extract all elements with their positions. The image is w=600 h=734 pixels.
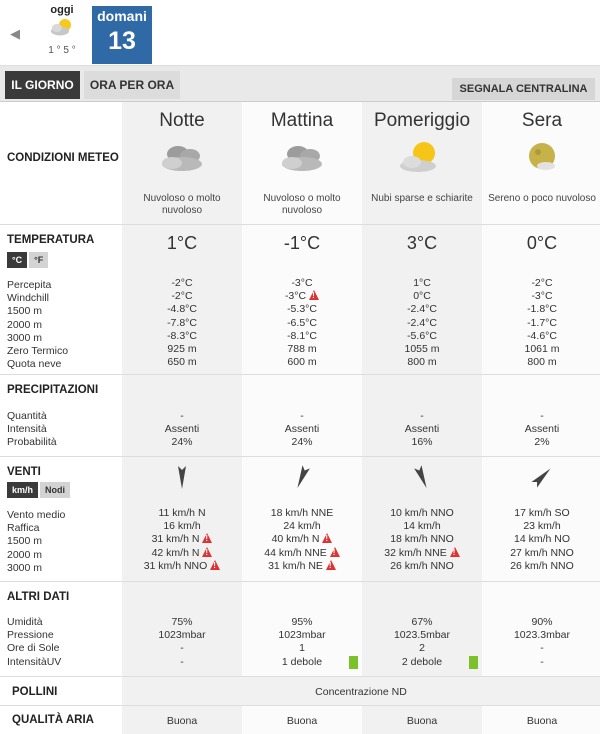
celsius-button[interactable]: °C xyxy=(7,252,27,268)
label-quota-neve: Quota neve xyxy=(7,358,62,371)
warning-icon xyxy=(202,547,212,557)
wind-cell-notte xyxy=(122,464,242,573)
period-name: Pomeriggio xyxy=(373,110,471,131)
wind-direction-arrow-icon xyxy=(170,464,194,490)
forecast-grid xyxy=(0,102,600,734)
windchill-value: -3°C xyxy=(284,290,307,303)
label-ore-sole: Ore di Sole xyxy=(7,642,60,655)
windchill-value: 0°C xyxy=(413,290,431,303)
wind-1500-cell xyxy=(122,533,242,546)
other-data-row xyxy=(0,582,600,677)
sun-hours-value: 1 xyxy=(299,642,305,655)
partly-sunny-icon xyxy=(394,138,450,178)
sun-hours-value: - xyxy=(180,642,184,655)
probability-value: 2% xyxy=(534,436,550,449)
kmh-button[interactable]: km/h xyxy=(7,482,38,498)
wind-avg-value: 11 km/h N xyxy=(158,507,206,519)
precipitation-label: PRECIPITAZIONI xyxy=(7,384,99,396)
gust-value: 24 km/h xyxy=(283,520,321,533)
label-percepita: Percepita xyxy=(7,279,52,291)
snow-level-value: 600 m xyxy=(287,356,317,369)
gust-value: 14 km/h xyxy=(403,520,441,533)
sun-hours-value: - xyxy=(540,642,544,655)
period-name: Notte xyxy=(159,110,205,131)
t2000-value: -2.4°C xyxy=(407,316,437,329)
wind-3000-value: 26 km/h NNO xyxy=(510,559,574,572)
windchill-value: -2°C xyxy=(171,290,193,303)
tab-day[interactable]: IL GIORNO xyxy=(5,71,80,99)
intensity-value: Assenti xyxy=(284,423,320,436)
condition-desc-line2: nuvoloso xyxy=(161,205,203,216)
uv-value: - xyxy=(180,655,184,668)
label-intensita-uv: IntensitàUV xyxy=(7,655,62,668)
wind-direction-arrow-icon xyxy=(290,464,314,490)
wind-2000-cell xyxy=(242,547,362,560)
cloudy-icon xyxy=(154,138,210,178)
condition-desc-line2: nuvoloso xyxy=(281,205,323,216)
air-quality-value: Buona xyxy=(526,715,558,727)
perceived-value: -2°C xyxy=(171,277,193,289)
wind-avg-value: 17 km/h SO xyxy=(514,507,570,519)
humidity-value: 67% xyxy=(411,616,433,628)
other-cell-notte xyxy=(122,616,242,669)
t2000-value: -1.7°C xyxy=(527,316,557,329)
snow-level-value: 800 m xyxy=(407,356,437,369)
label-pressione: Pressione xyxy=(7,629,54,642)
warning-icon xyxy=(330,547,340,557)
windchill-value: -3°C xyxy=(531,290,553,303)
quantity-value: - xyxy=(300,410,304,422)
warning-icon xyxy=(326,560,336,570)
wind-row xyxy=(0,457,600,582)
t1500-value: -2.4°C xyxy=(407,303,437,316)
warning-icon xyxy=(210,560,220,570)
wind-avg-value: 18 km/h NNE xyxy=(270,507,334,519)
intensity-value: Assenti xyxy=(164,423,200,436)
freezing-level-value: 788 m xyxy=(287,343,317,356)
uv-level-indicator xyxy=(469,656,478,669)
other-cell-sera xyxy=(482,616,600,669)
probability-value: 24% xyxy=(291,436,313,449)
day-selector xyxy=(0,0,600,66)
label-zero-termico: Zero Termico xyxy=(7,345,69,358)
uv-value: 1 debole xyxy=(281,655,323,668)
day-selected-number: 13 xyxy=(108,27,136,55)
precip-cell-pomeriggio xyxy=(362,410,482,450)
t1500-value: -1.8°C xyxy=(527,303,557,316)
wind-3000-value: 31 km/h NNO xyxy=(143,559,208,572)
snow-level-value: 650 m xyxy=(167,356,197,369)
air-quality-label: QUALITÀ ARIA xyxy=(12,714,94,726)
t1500-value: -4.8°C xyxy=(167,303,197,316)
fahrenheit-button[interactable]: °F xyxy=(29,252,48,268)
precipitation-row xyxy=(0,375,600,457)
prev-day-arrow-icon[interactable]: ◀ xyxy=(10,26,20,41)
quantity-value: - xyxy=(420,410,424,422)
t3000-value: -8.1°C xyxy=(287,329,317,342)
humidity-value: 90% xyxy=(531,616,553,628)
wind-2000-value: 27 km/h NNO xyxy=(510,546,574,559)
other-data-label: ALTRI DATI xyxy=(7,591,70,603)
label-probabilita: Probabilità xyxy=(7,436,57,449)
pressure-value: 1023mbar xyxy=(158,629,206,642)
wind-2000-cell xyxy=(122,547,242,560)
wind-direction-arrow-icon xyxy=(530,464,554,490)
temperature-value: -1°C xyxy=(283,233,321,253)
wind-2000-value: 44 km/h NNE xyxy=(264,546,327,559)
freezing-level-value: 925 m xyxy=(167,343,197,356)
period-pomeriggio xyxy=(362,110,482,205)
precip-cell-sera xyxy=(482,410,600,450)
temperature-label: TEMPERATURA xyxy=(7,234,95,246)
wind-row-labels xyxy=(7,509,65,575)
label-quantita: Quantità xyxy=(7,410,47,422)
wind-direction-arrow-icon xyxy=(410,464,434,490)
conditions-label: CONDIZIONI METEO xyxy=(7,152,119,164)
temp-cell-notte xyxy=(122,233,242,369)
wind-1500-value: 31 km/h N xyxy=(151,533,200,546)
pollen-label: POLLINI xyxy=(12,686,58,698)
knots-button[interactable]: Nodi xyxy=(40,482,70,498)
period-name: Sera xyxy=(521,110,563,131)
wind-label: VENTI xyxy=(7,466,41,478)
air-quality-value: Buona xyxy=(166,715,198,727)
temperature-value: 0°C xyxy=(526,233,558,253)
label-intensita: Intensità xyxy=(7,423,47,436)
warning-icon xyxy=(450,547,460,557)
warning-icon xyxy=(322,533,332,543)
wind-3000-cell xyxy=(122,560,242,573)
other-cell-pomeriggio xyxy=(362,616,482,669)
tab-hourly[interactable]: ORA PER ORA xyxy=(84,71,180,99)
temperature-value: 3°C xyxy=(406,233,438,253)
quantity-value: - xyxy=(540,410,544,422)
perceived-value: -3°C xyxy=(291,277,313,289)
precip-cell-mattina xyxy=(242,410,362,450)
temperature-row xyxy=(0,225,600,375)
uv-level-indicator xyxy=(349,656,358,669)
wind-1500-cell xyxy=(242,533,362,546)
t2000-value: -6.5°C xyxy=(287,316,317,329)
label-3000m: 3000 m xyxy=(7,331,43,344)
period-notte xyxy=(122,110,242,217)
perceived-value: -2°C xyxy=(531,277,553,289)
moon-cloud-icon xyxy=(514,138,570,178)
intensity-value: Assenti xyxy=(524,423,560,436)
period-name: Mattina xyxy=(270,110,334,131)
snow-level-value: 800 m xyxy=(527,356,557,369)
probability-value: 24% xyxy=(171,436,193,449)
pressure-value: 1023mbar xyxy=(278,629,326,642)
wind-2000-cell xyxy=(362,547,482,560)
humidity-value: 95% xyxy=(291,616,313,628)
t3000-value: -4.6°C xyxy=(527,329,557,342)
wind-cell-mattina xyxy=(242,464,362,573)
report-station-button[interactable]: SEGNALA CENTRALINA xyxy=(452,78,595,100)
cloudy-icon xyxy=(274,138,330,178)
temperature-unit-toggle xyxy=(7,250,50,268)
label-raffica: Raffica xyxy=(7,522,40,535)
wind-1500-value: 40 km/h N xyxy=(271,533,320,546)
condition-desc-line1: Sereno o poco nuvoloso xyxy=(488,193,596,204)
wind-3000-cell xyxy=(242,560,362,573)
period-sera xyxy=(482,110,600,205)
probability-value: 16% xyxy=(411,436,433,449)
label-windchill: Windchill xyxy=(7,292,50,305)
temp-cell-sera xyxy=(482,233,600,369)
day-today-temps: 1 ° 5 ° xyxy=(48,45,76,56)
pressure-value: 1023.5mbar xyxy=(393,629,451,642)
temp-cell-pomeriggio xyxy=(362,233,482,369)
label-3000m: 3000 m xyxy=(7,561,43,574)
wind-1500-value: 18 km/h NNO xyxy=(390,533,454,546)
wind-unit-toggle xyxy=(7,480,72,498)
label-1500m: 1500 m xyxy=(7,305,43,318)
wind-2000-value: 32 km/h NNE xyxy=(384,546,447,559)
windchill-cell xyxy=(242,290,362,303)
t2000-value: -7.8°C xyxy=(167,316,197,329)
label-2000m: 2000 m xyxy=(7,548,43,561)
condition-desc-line1: Nuvoloso o molto xyxy=(263,193,341,204)
partly-cloudy-icon xyxy=(47,16,77,38)
wind-3000-value: 31 km/h NE xyxy=(268,559,323,572)
temperature-row-labels xyxy=(7,279,68,371)
wind-avg-value: 10 km/h NNO xyxy=(390,507,454,519)
day-selected-label: domani xyxy=(97,8,147,24)
label-2000m: 2000 m xyxy=(7,318,43,331)
perceived-value: 1°C xyxy=(413,277,431,289)
label-vento-medio: Vento medio xyxy=(7,509,66,521)
pollen-value: Concentrazione ND xyxy=(315,686,407,698)
freezing-level-value: 1055 m xyxy=(404,343,440,356)
temperature-value: 1°C xyxy=(166,233,198,253)
quantity-value: - xyxy=(180,410,184,422)
condition-desc-line1: Nuvoloso o molto xyxy=(143,193,221,204)
day-selected[interactable] xyxy=(92,6,152,64)
t3000-value: -8.3°C xyxy=(167,329,197,342)
other-data-row-labels xyxy=(7,616,61,669)
uv-value: 2 debole xyxy=(401,655,443,668)
other-cell-mattina xyxy=(242,616,362,669)
period-mattina xyxy=(242,110,362,217)
day-today-label: oggi xyxy=(50,4,74,16)
wind-2000-value: 42 km/h N xyxy=(151,546,200,559)
t1500-value: -5.3°C xyxy=(287,303,317,316)
condition-desc-line1: Nubi sparse e schiarite xyxy=(371,193,473,204)
sun-hours-value: 2 xyxy=(419,642,425,655)
warning-icon xyxy=(202,533,212,543)
warning-icon xyxy=(309,290,319,300)
air-quality-value: Buona xyxy=(286,715,318,727)
wind-cell-pomeriggio xyxy=(362,464,482,573)
air-quality-row xyxy=(0,706,600,734)
wind-3000-value: 26 km/h NNO xyxy=(390,559,454,572)
t3000-value: -5.6°C xyxy=(407,329,437,342)
temp-cell-mattina xyxy=(242,233,362,369)
conditions-row xyxy=(0,102,600,225)
humidity-value: 75% xyxy=(171,616,193,628)
wind-1500-value: 14 km/h NO xyxy=(513,533,571,546)
label-1500m: 1500 m xyxy=(7,535,43,548)
pollen-row xyxy=(0,677,600,706)
precipitation-row-labels xyxy=(7,410,57,450)
tab-bar xyxy=(0,66,600,102)
day-today[interactable] xyxy=(40,4,84,62)
precip-cell-notte xyxy=(122,410,242,450)
pressure-value: 1023.3mbar xyxy=(513,629,571,642)
gust-value: 23 km/h xyxy=(523,520,561,533)
gust-value: 16 km/h xyxy=(163,520,201,533)
intensity-value: Assenti xyxy=(404,423,440,436)
uv-value: - xyxy=(540,655,544,668)
label-umidita: Umidità xyxy=(7,616,43,628)
freezing-level-value: 1061 m xyxy=(524,343,560,356)
wind-cell-sera xyxy=(482,464,600,573)
air-quality-value: Buona xyxy=(406,715,438,727)
